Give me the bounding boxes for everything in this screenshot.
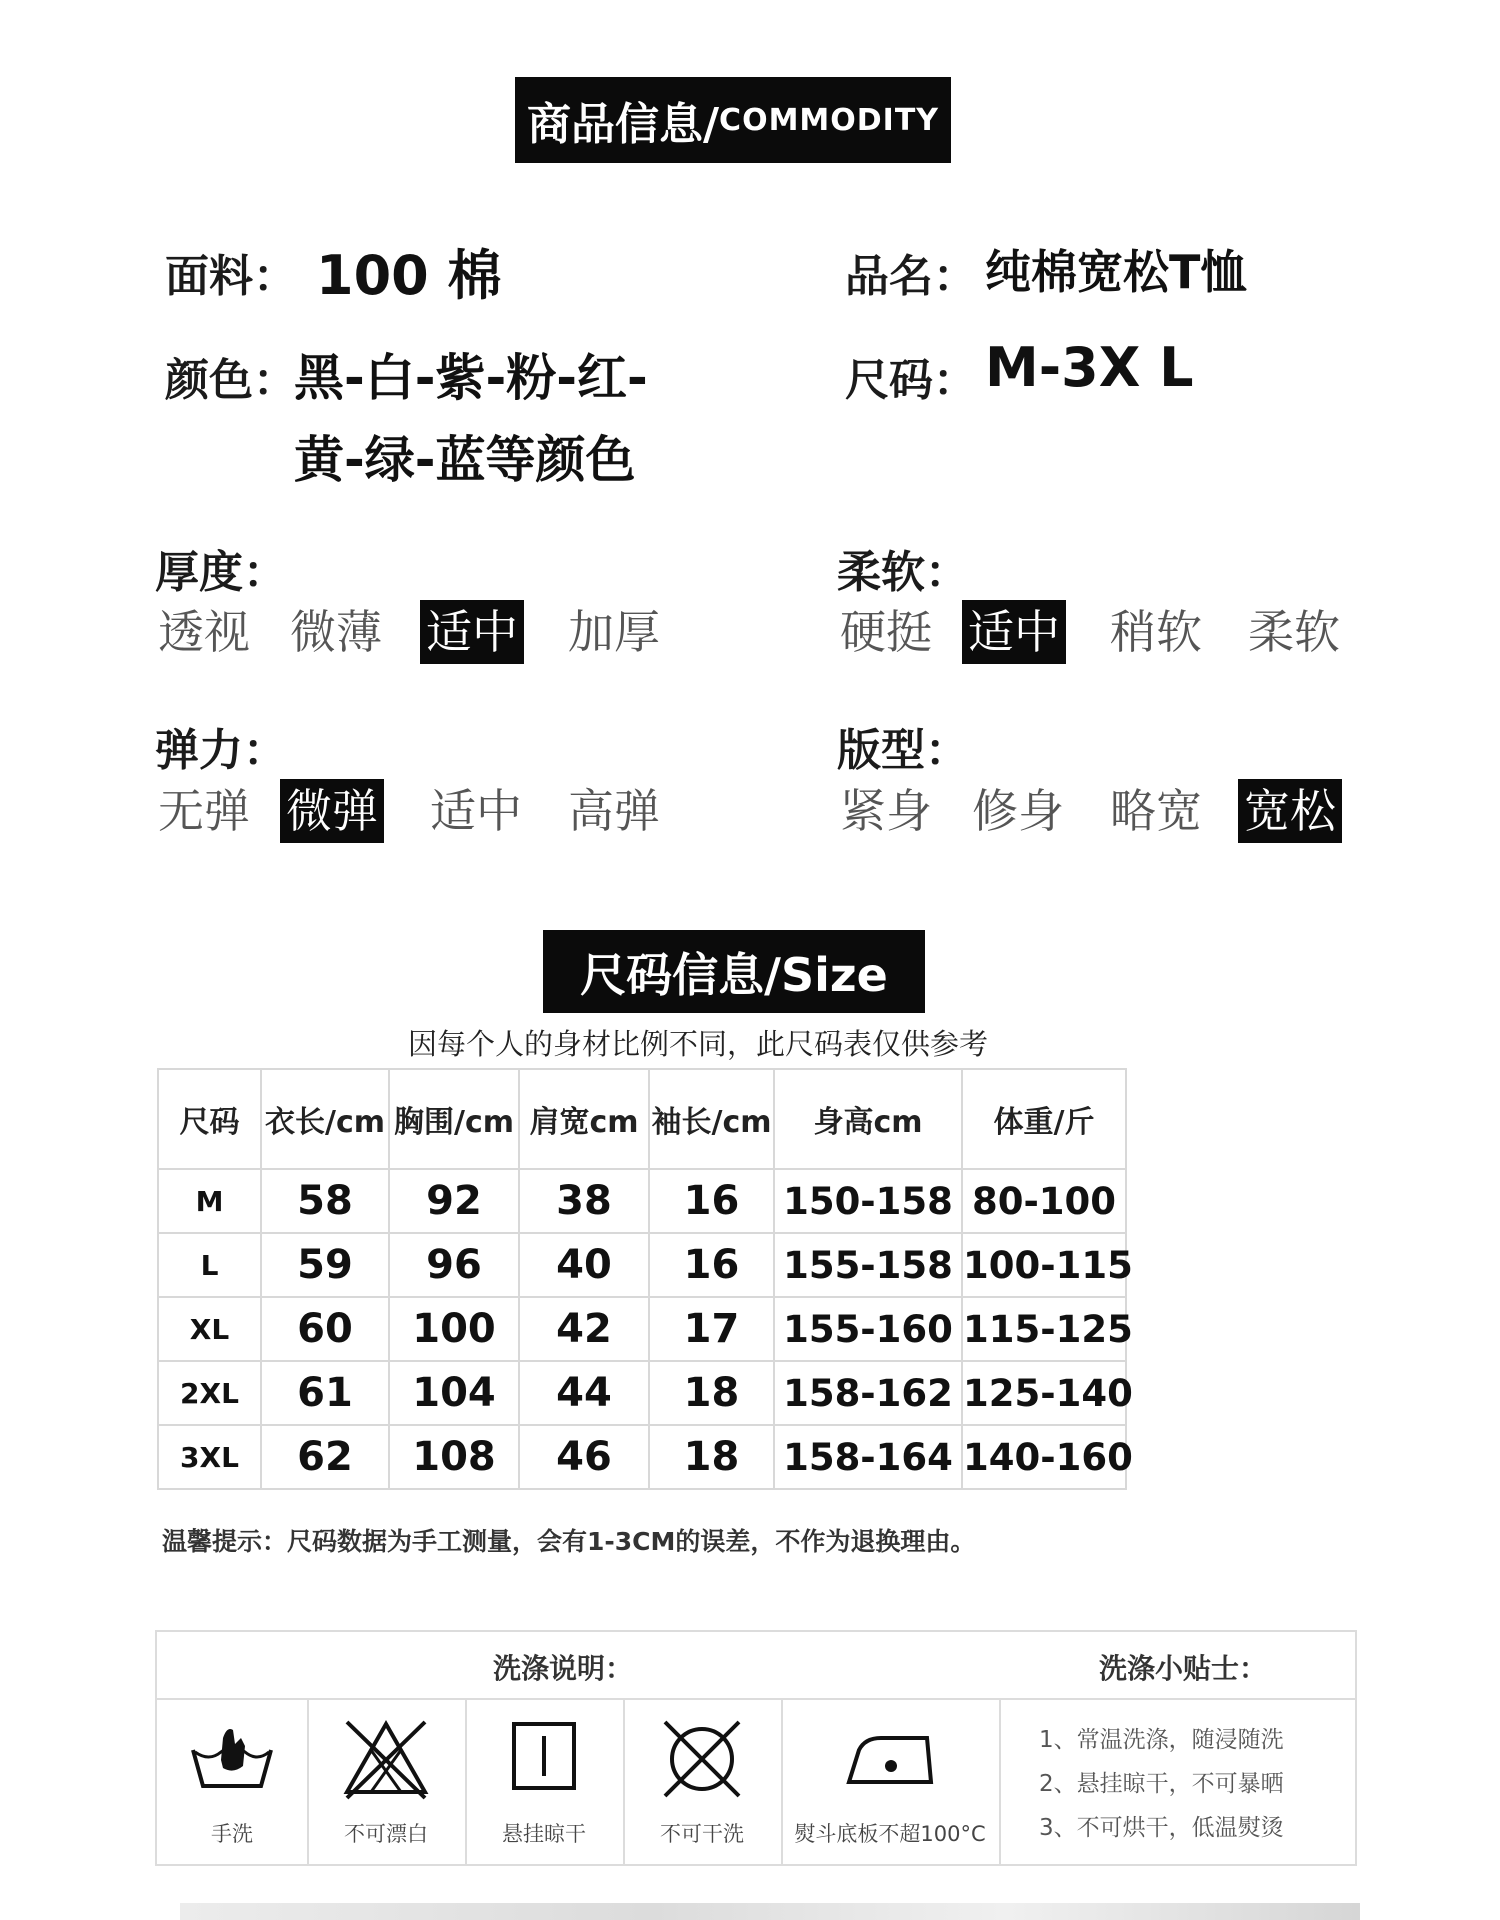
header-sleeve: 袖长/cm xyxy=(649,1069,774,1169)
cell-sleeve: 18 xyxy=(649,1425,774,1489)
cell-size: 2XL xyxy=(158,1361,261,1425)
commodity-title-en: COMMODITY xyxy=(719,102,940,138)
cell-weight: 100-115 xyxy=(962,1233,1126,1297)
hang-dry-icon xyxy=(507,1716,581,1796)
elasticity-option-medium: 适中 xyxy=(430,784,522,838)
iron-label: 熨斗底板不超100°C xyxy=(794,1822,986,1846)
softness-option-slightly-soft: 稍软 xyxy=(1110,605,1202,659)
header-length: 衣长/cm xyxy=(261,1069,389,1169)
thickness-option-medium-selected: 适中 xyxy=(420,600,524,664)
wash-cell-iron xyxy=(781,1700,1001,1864)
header-size: 尺码 xyxy=(158,1069,261,1169)
header-height: 身高cm xyxy=(774,1069,962,1169)
color-value-line1: 黑-白-紫-粉-红- xyxy=(294,349,648,407)
no-bleach-label: 不可漂白 xyxy=(344,1822,428,1846)
table-row xyxy=(158,1361,1126,1425)
thickness-option-thin: 微薄 xyxy=(290,605,382,659)
fabric-value: 100 棉 xyxy=(316,244,502,307)
cell-size: L xyxy=(158,1233,261,1297)
iron-icon xyxy=(835,1716,945,1796)
table-row xyxy=(158,1169,1126,1233)
thickness-option-see-through: 透视 xyxy=(158,605,250,659)
wash-cell-hand-wash xyxy=(157,1700,309,1864)
next-image-strip xyxy=(180,1903,1360,1920)
cell-chest: 96 xyxy=(389,1233,519,1297)
table-row xyxy=(158,1297,1126,1361)
fit-option-loose-selected: 宽松 xyxy=(1238,779,1342,843)
header-shoulder: 肩宽cm xyxy=(519,1069,649,1169)
cell-height: 158-164 xyxy=(774,1425,962,1489)
size-disclaimer: 温馨提示：尺码数据为手工测量，会有1-3CM的误差，不作为退换理由。 xyxy=(162,1527,976,1556)
fit-option-slim: 修身 xyxy=(972,784,1064,838)
hang-dry-label: 悬挂晾干 xyxy=(502,1822,586,1846)
color-label: 颜色： xyxy=(165,355,297,406)
cell-height: 150-158 xyxy=(774,1169,962,1233)
cell-shoulder: 38 xyxy=(519,1169,649,1233)
color-value-line2: 黄-绿-蓝等颜色 xyxy=(294,431,636,489)
elasticity-option-none: 无弹 xyxy=(158,784,250,838)
no-dry-clean-icon xyxy=(657,1716,747,1802)
cell-length: 58 xyxy=(261,1169,389,1233)
size-range-label: 尺码： xyxy=(845,355,977,406)
no-bleach-icon xyxy=(341,1716,431,1802)
fit-option-tight: 紧身 xyxy=(840,784,932,838)
cell-length: 59 xyxy=(261,1233,389,1297)
fit-title: 版型： xyxy=(837,725,969,776)
cell-height: 155-158 xyxy=(774,1233,962,1297)
hand-wash-label: 手洗 xyxy=(211,1822,253,1846)
cell-shoulder: 42 xyxy=(519,1297,649,1361)
table-row xyxy=(158,1425,1126,1489)
cell-size: M xyxy=(158,1169,261,1233)
cell-chest: 108 xyxy=(389,1425,519,1489)
wash-cell-hang-dry xyxy=(465,1700,625,1864)
elasticity-option-slight-selected: 微弹 xyxy=(280,779,384,843)
size-range-value: M-3X L xyxy=(985,336,1194,399)
cell-chest: 100 xyxy=(389,1297,519,1361)
cell-chest: 92 xyxy=(389,1169,519,1233)
cell-size: 3XL xyxy=(158,1425,261,1489)
no-dry-clean-label: 不可干洗 xyxy=(660,1822,744,1846)
list-item: 1、常温洗涤，随浸随洗 xyxy=(1039,1727,1284,1753)
hand-wash-icon xyxy=(187,1716,277,1796)
elasticity-title: 弹力： xyxy=(155,725,287,776)
washing-header xyxy=(157,1632,1355,1700)
washing-tips-list xyxy=(1039,1718,1284,1850)
cell-weight: 80-100 xyxy=(962,1169,1126,1233)
cell-sleeve: 18 xyxy=(649,1361,774,1425)
cell-weight: 140-160 xyxy=(962,1425,1126,1489)
table-row xyxy=(158,1233,1126,1297)
size-table-header-row xyxy=(158,1069,1126,1169)
cell-height: 155-160 xyxy=(774,1297,962,1361)
cell-weight: 125-140 xyxy=(962,1361,1126,1425)
list-item: 2、悬挂晾干，不可暴晒 xyxy=(1039,1771,1284,1797)
product-name-label: 品名： xyxy=(845,251,977,302)
size-table xyxy=(157,1068,1133,1490)
size-note: 因每个人的身材比例不同，此尺码表仅供参考 xyxy=(408,1027,989,1061)
cell-shoulder: 44 xyxy=(519,1361,649,1425)
washing-tips-title: 洗涤小贴士： xyxy=(1099,1652,1268,1685)
cell-sleeve: 16 xyxy=(649,1169,774,1233)
elasticity-option-high: 高弹 xyxy=(568,784,660,838)
wash-cell-no-dry-clean xyxy=(623,1700,783,1864)
cell-weight: 115-125 xyxy=(962,1297,1126,1361)
cell-shoulder: 46 xyxy=(519,1425,649,1489)
cell-chest: 104 xyxy=(389,1361,519,1425)
cell-sleeve: 16 xyxy=(649,1233,774,1297)
softness-option-medium-selected: 适中 xyxy=(962,600,1066,664)
fabric-label: 面料： xyxy=(165,251,297,302)
cell-height: 158-162 xyxy=(774,1361,962,1425)
washing-title: 洗涤说明： xyxy=(493,1652,634,1685)
list-item: 3、不可烘干，低温熨烫 xyxy=(1039,1815,1284,1841)
thickness-option-thick: 加厚 xyxy=(568,605,660,659)
softness-option-soft: 柔软 xyxy=(1248,605,1340,659)
header-weight: 体重/斤 xyxy=(962,1069,1126,1169)
product-name-value: 纯棉宽松T恤 xyxy=(985,245,1247,299)
wash-cell-no-bleach xyxy=(307,1700,467,1864)
commodity-title: 商品信息/ xyxy=(526,99,720,150)
thickness-title: 厚度： xyxy=(155,547,287,598)
washing-panel xyxy=(155,1630,1357,1866)
softness-option-stiff: 硬挺 xyxy=(840,605,932,659)
header-chest: 胸围/cm xyxy=(389,1069,519,1169)
cell-length: 62 xyxy=(261,1425,389,1489)
fit-option-slightly-wide: 略宽 xyxy=(1110,784,1202,838)
cell-sleeve: 17 xyxy=(649,1297,774,1361)
cell-shoulder: 40 xyxy=(519,1233,649,1297)
size-title: 尺码信息/Size xyxy=(580,947,888,1002)
commodity-banner xyxy=(515,77,951,163)
cell-length: 61 xyxy=(261,1361,389,1425)
cell-size: XL xyxy=(158,1297,261,1361)
size-banner xyxy=(543,930,925,1013)
softness-title: 柔软： xyxy=(837,547,969,598)
cell-length: 60 xyxy=(261,1297,389,1361)
